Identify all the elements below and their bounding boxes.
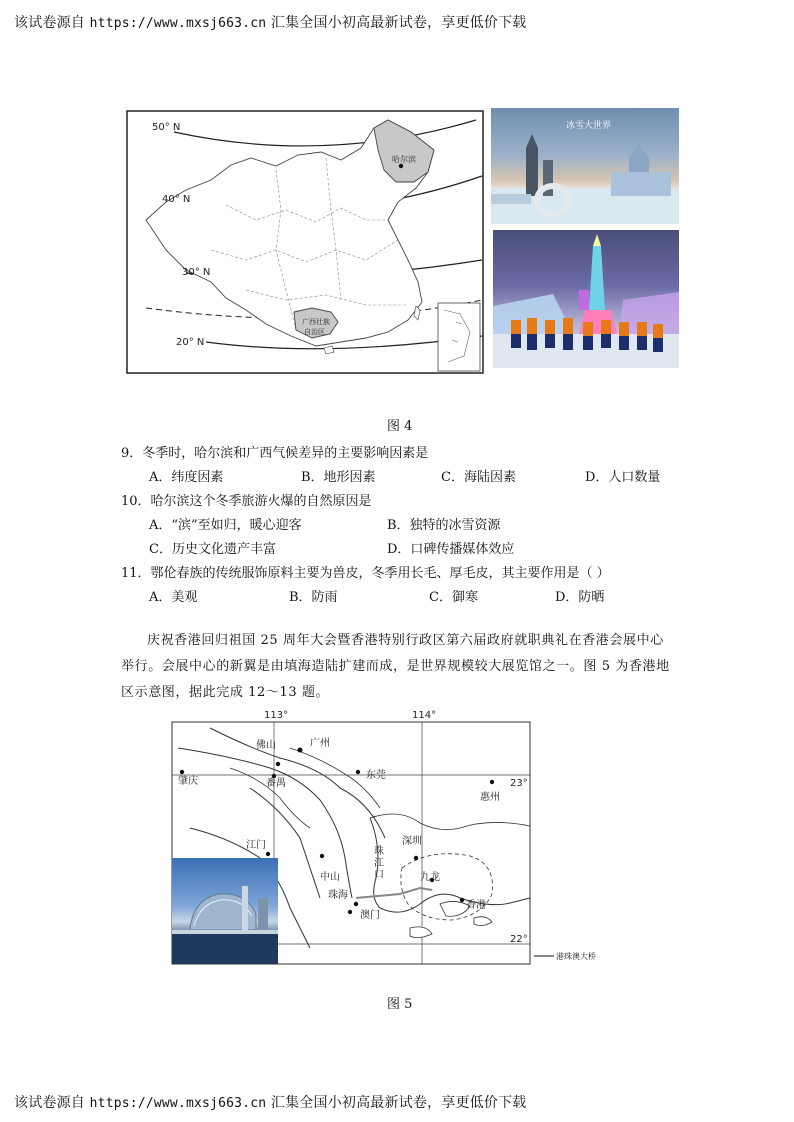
ice-world-photo <box>491 108 679 224</box>
place-panyu: 番禺 <box>266 778 286 789</box>
place-shenzhen: 深圳 <box>402 836 422 847</box>
header-url-link[interactable]: https://www.mxsj663.cn <box>89 16 267 31</box>
place-hongkong: 香港 <box>466 900 486 911</box>
question-10-option-b[interactable]: B．独特的冰雪资源 <box>387 518 501 533</box>
lat-label-50: 50° N <box>152 122 181 133</box>
figure5-caption: 图 5 <box>387 997 413 1012</box>
question-10-option-d[interactable]: D．口碑传播媒体效应 <box>387 542 515 557</box>
lat-label-23: 23° <box>510 778 528 789</box>
lat-label-40: 40° N <box>162 194 191 205</box>
china-map <box>126 110 484 374</box>
place-zhaoqing: 肇庆 <box>178 776 198 787</box>
place-macau: 澳门 <box>360 910 380 921</box>
lat-label-20: 20° N <box>176 337 205 348</box>
page-footer <box>14 1092 527 1112</box>
convention-center-photo <box>172 858 278 964</box>
question-10-option-a[interactable]: A．“滨”至如归，暖心迎客 <box>149 518 302 533</box>
lon-label-113: 113° <box>264 710 289 721</box>
question-9-stem: 9．冬季时，哈尔滨和广西气候差异的主要影响因素是 <box>121 446 429 461</box>
lat-label-22: 22° <box>510 934 528 945</box>
lat-label-30: 30° N <box>182 267 211 278</box>
guangxi-label-1: 广西壮族 <box>302 318 330 326</box>
estuary-char-2: 江 <box>374 858 384 869</box>
question-11-stem: 11．鄂伦春族的传统服饰原料主要为兽皮，冬季用长毛、厚毛皮，其主要作用是（ ） <box>121 566 610 581</box>
question-10-option-c[interactable]: C．历史文化遗产丰富 <box>149 542 276 557</box>
place-guangzhou: 广州 <box>310 738 330 749</box>
question-9-option-d[interactable]: D．人口数量 <box>585 470 661 485</box>
estuary-char-3: 口 <box>374 870 384 881</box>
page-header <box>14 12 527 32</box>
place-zhuhai: 珠海 <box>328 890 348 901</box>
question-11-option-c[interactable]: C．御寒 <box>429 590 478 605</box>
place-huizhou: 惠州 <box>480 792 500 803</box>
lon-label-114: 114° <box>412 710 437 721</box>
passage-text: 庆祝香港回归祖国 25 周年大会暨香港特别行政区第六届政府就职典礼在香港会展中心举行。会展中心的新翼是由填海造陆扩建而成，是世界规模较大展览馆之一。图 5 为香港地区示意图，据此完成 12～13 题。 <box>121 633 670 700</box>
hongkong-map <box>170 708 610 966</box>
place-foshan: 佛山 <box>256 740 276 751</box>
harbin-label: 哈尔滨 <box>392 155 416 164</box>
question-11-option-a[interactable]: A．美观 <box>149 590 198 605</box>
question-9-option-b[interactable]: B．地形因素 <box>301 470 376 485</box>
legend-bridge-label: 港珠澳大桥 <box>556 952 596 961</box>
footer-url-link[interactable]: https://www.mxsj663.cn <box>89 1096 267 1111</box>
guangxi-label-2: 自治区 <box>304 328 325 336</box>
figure4-caption: 图 4 <box>387 419 413 434</box>
place-kowloon: 九龙 <box>420 872 440 883</box>
footer-suffix: 汇集全国小初高最新试卷，享更低价下载 <box>270 1095 527 1111</box>
ice-tower-photo <box>493 230 679 368</box>
question-10-stem: 10．哈尔滨这个冬季旅游火爆的自然原因是 <box>121 494 372 509</box>
question-11-option-b[interactable]: B．防雨 <box>289 590 338 605</box>
question-11-option-d[interactable]: D．防晒 <box>555 590 605 605</box>
question-9-option-c[interactable]: C．海陆因素 <box>441 470 516 485</box>
place-zhongshan: 中山 <box>320 872 340 883</box>
header-prefix: 该试卷源自 <box>14 15 85 31</box>
header-suffix: 汇集全国小初高最新试卷，享更低价下载 <box>270 15 527 31</box>
question-9-option-a[interactable]: A．纬度因素 <box>149 470 224 485</box>
ice-world-title: 冰雪大世界 <box>566 121 612 131</box>
place-jiangmen: 江门 <box>246 840 266 851</box>
place-dongguan: 东莞 <box>366 770 386 781</box>
footer-prefix: 该试卷源自 <box>14 1095 85 1111</box>
estuary-char-1: 珠 <box>374 846 384 857</box>
